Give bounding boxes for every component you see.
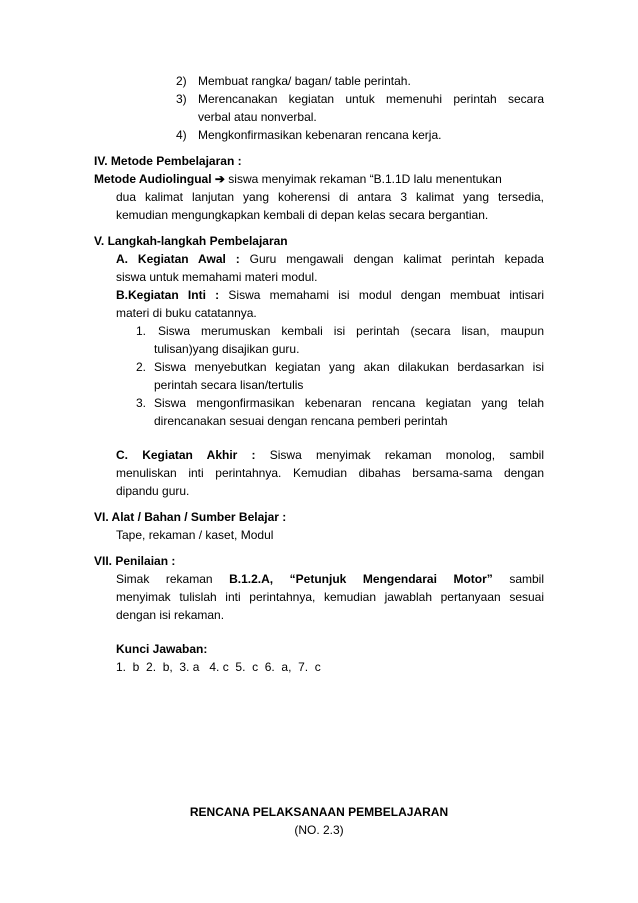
kegiatan-awal-label: A. Kegiatan Awal : (116, 252, 240, 266)
top-list-item-3 (176, 90, 544, 108)
recording-code: B.1.2.A, (229, 572, 274, 586)
method-text: siswa menyimak rekaman “B.1.1D lalu menentukan (224, 172, 502, 186)
kegiatan-inti-label: B.Kegiatan Inti : (116, 288, 220, 302)
kegiatan-akhir-line-1 (116, 446, 544, 464)
recording-title: “Petunjuk Mengendarai Motor” (273, 572, 493, 586)
penilaian-line-1 (116, 570, 544, 588)
section-7-heading: VII. Penilaian : (94, 554, 176, 568)
footer-title: RENCANA PELAKSANAAN PEMBELAJARAN (189, 805, 449, 819)
step-1-line-1 (136, 322, 544, 340)
step-3-line-1 (136, 394, 544, 412)
step-text: Siswa merumuskan kembali isi perintah (secara lisan, maupun (158, 324, 544, 338)
section-6-text: Tape, rekaman / kaset, Modul (116, 528, 274, 542)
list-text: Mengkonfirmasikan kebenaran rencana kerja. (198, 128, 442, 142)
list-number: 3) (176, 92, 187, 106)
section-4-line-2: dua kalimat lanjutan yang koherensi di antara 3 kalimat yang tersedia, (116, 190, 544, 204)
penilaian-line-2: menyimak tulislah inti perintahnya, kemudian jawablah pertanyaan sesuai (116, 590, 544, 604)
section-6-heading: VI. Alat / Bahan / Sumber Belajar : (94, 510, 287, 524)
step-3-line-2: direncanakan sesuai dengan rencana pemberi perintah (154, 414, 448, 428)
top-list-item-2 (176, 72, 544, 90)
method-label: Metode Audiolingual (94, 172, 212, 186)
section-4-line-3: kemudian mengungkapkan kembali di depan kelas secara bergantian. (116, 208, 489, 222)
section-4-line-1 (94, 170, 544, 188)
kegiatan-akhir-line-2: menuliskan inti perintahnya. Kemudian dibahas bersama-sama dengan (116, 466, 544, 480)
top-list-item-4 (176, 126, 544, 144)
step-text: Siswa mengonfirmasikan kebenaran rencana kegiatan yang telah (154, 396, 544, 410)
kegiatan-inti-text: Siswa memahami isi modul dengan membuat intisari (219, 288, 545, 302)
list-number: 4) (176, 128, 187, 142)
kegiatan-akhir-text: Siswa menyimak rekaman monolog, sambil (255, 448, 544, 462)
step-number: 1. (136, 324, 147, 338)
step-text: Siswa menyebutkan kegiatan yang akan dilakukan berdasarkan isi (154, 360, 544, 374)
answer-key-text: 1. b 2. b, 3. a 4. c 5. c 6. a, 7. c (116, 660, 321, 674)
kegiatan-inti-line-2: materi di buku catatannya. (116, 306, 257, 320)
section-4-heading: IV. Metode Pembelajaran : (94, 154, 242, 168)
kegiatan-awal-text: Guru mengawali dengan kalimat perintah kepada (239, 252, 544, 266)
footer-number-wrap (0, 821, 638, 839)
penilaian-text-end: sambil (492, 572, 544, 586)
kegiatan-awal-line-1 (116, 250, 544, 268)
list-number: 2) (176, 74, 187, 88)
answer-key-heading: Kunci Jawaban: (116, 642, 208, 656)
kegiatan-inti-line-1 (116, 286, 544, 304)
kegiatan-akhir-label: C. Kegiatan Akhir : (116, 448, 256, 462)
top-list-item-3-cont: verbal atau nonverbal. (198, 110, 317, 124)
step-2-line-1 (136, 358, 544, 376)
step-1-line-2: tulisan)yang disajikan guru. (154, 342, 300, 356)
penilaian-text: Simak rekaman (116, 572, 230, 586)
penilaian-line-3: dengan isi rekaman. (116, 608, 225, 622)
step-2-line-2: perintah secara lisan/tertulis (154, 378, 304, 392)
kegiatan-awal-line-2: siswa untuk memahami materi modul. (116, 270, 318, 284)
arrow-icon: ➔ (214, 172, 225, 186)
list-text: Merencanakan kegiatan untuk memenuhi perintah secara (198, 92, 544, 106)
step-number: 3. (136, 396, 147, 410)
kegiatan-akhir-line-3: dipandu guru. (116, 484, 190, 498)
list-text: Membuat rangka/ bagan/ table perintah. (198, 74, 411, 88)
section-5-heading: V. Langkah-langkah Pembelajaran (94, 234, 288, 248)
footer-title-wrap (0, 803, 638, 821)
footer-number: (NO. 2.3) (294, 823, 344, 837)
step-number: 2. (136, 360, 147, 374)
